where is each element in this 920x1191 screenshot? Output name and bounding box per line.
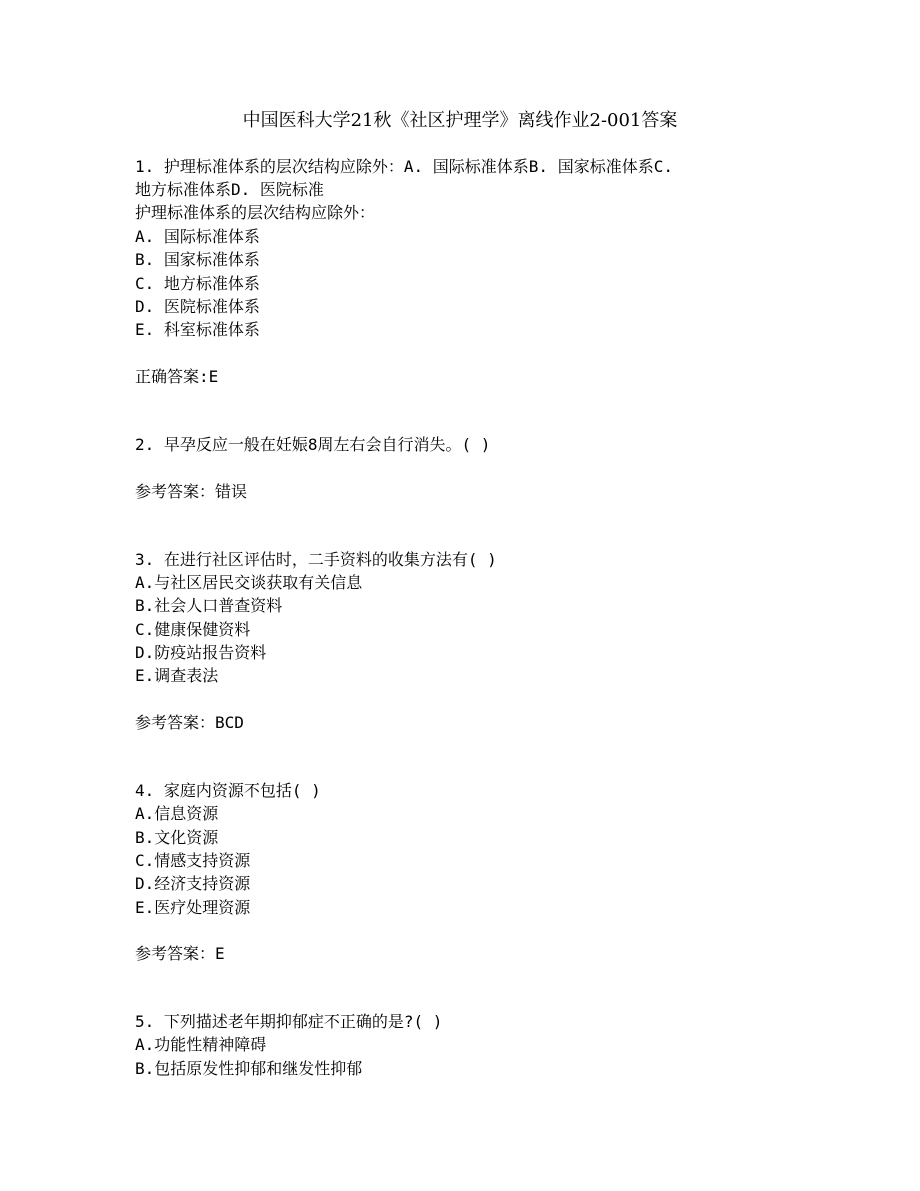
q4-option-a: A.信息资源 (135, 804, 219, 823)
q3-option-b: B.社会人口普查资料 (135, 596, 283, 615)
q1-option-c: C. 地方标准体系 (135, 274, 260, 293)
q2-stem-line-1: 2. 早孕反应一般在妊娠8周左右会自行消失。( ) (135, 435, 491, 454)
q1-option-d: D. 医院标准体系 (135, 297, 260, 316)
q1-option-a: A. 国际标准体系 (135, 227, 260, 246)
q4-option-b: B.文化资源 (135, 828, 219, 847)
q4-option-c: C.情感支持资源 (135, 851, 251, 870)
q3-option-a: A.与社区居民交谈获取有关信息 (135, 573, 363, 592)
q5-option-b: B.包括原发性抑郁和继发性抑郁 (135, 1059, 363, 1078)
q4-option-e: E.医疗处理资源 (135, 898, 251, 917)
q1-stem-line-2: 地方标准体系D. 医院标准 (135, 180, 324, 199)
q5-stem-line-1: 5. 下列描述老年期抑郁症不正确的是?( ) (135, 1012, 443, 1031)
q1-answer: 正确答案:E (135, 367, 219, 386)
q3-option-d: D.防疫站报告资料 (135, 643, 267, 662)
q1-option-b: B. 国家标准体系 (135, 250, 260, 269)
q4-option-d: D.经济支持资源 (135, 874, 251, 893)
q3-option-c: C.健康保健资料 (135, 620, 251, 639)
q5-option-a: A.功能性精神障碍 (135, 1035, 267, 1054)
q2-answer: 参考答案：错误 (135, 482, 248, 501)
q1-option-e: E. 科室标准体系 (135, 320, 260, 339)
q4-stem-line-1: 4. 家庭内资源不包括( ) (135, 781, 321, 800)
document-title: 中国医科大学21秋《社区护理学》离线作业2-001答案 (242, 110, 678, 131)
q1-stem-line-1: 1. 护理标准体系的层次结构应除外：A. 国际标准体系B. 国家标准体系C. (135, 157, 673, 176)
q3-stem-line-1: 3. 在进行社区评估时，二手资料的收集方法有( ) (135, 550, 497, 569)
q3-option-e: E.调查表法 (135, 666, 219, 685)
q3-answer: 参考答案：BCD (135, 713, 244, 732)
q1-stem-line-3: 护理标准体系的层次结构应除外： (135, 203, 376, 222)
q4-answer: 参考答案：E (135, 944, 225, 963)
